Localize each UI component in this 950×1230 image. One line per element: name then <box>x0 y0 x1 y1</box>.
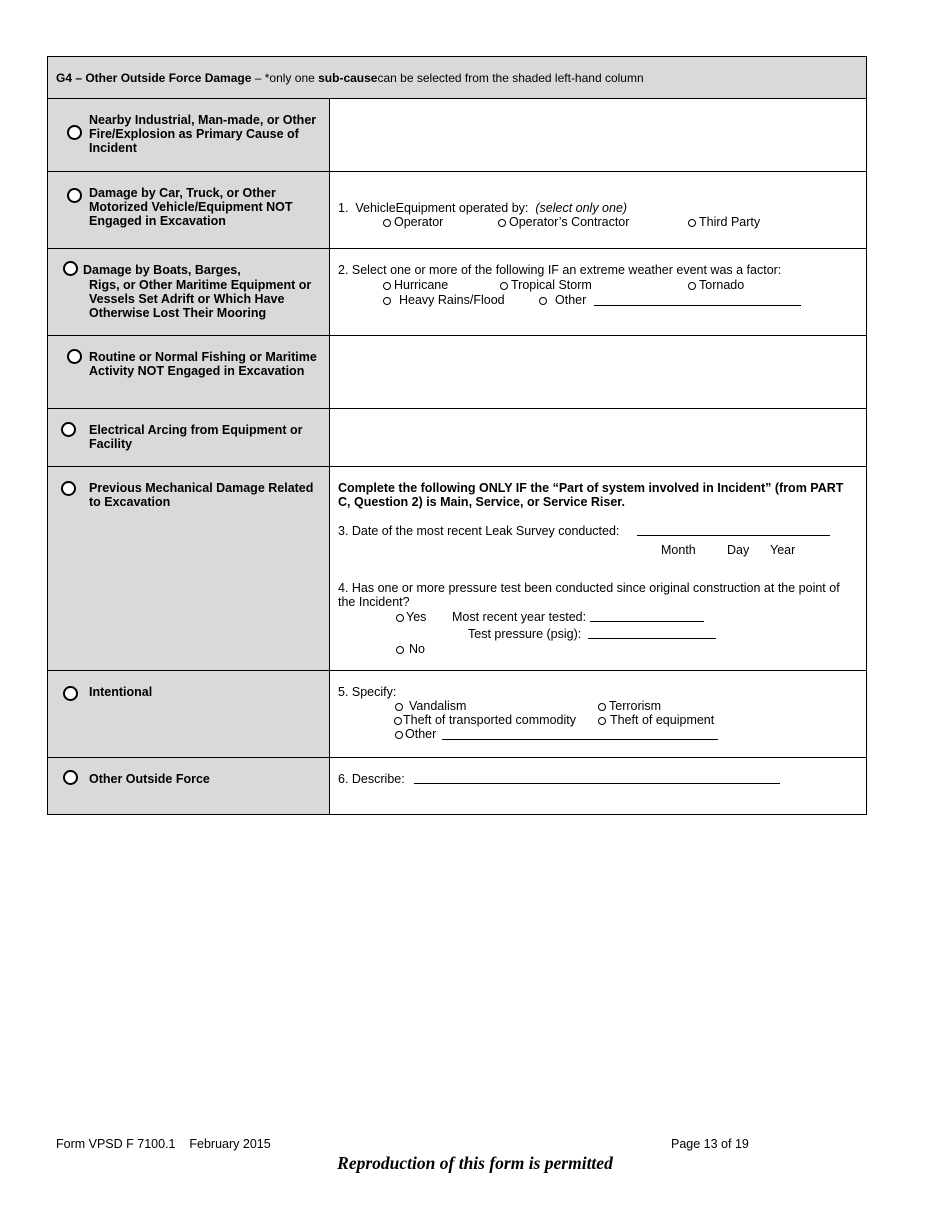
q5-option-vandalism[interactable] <box>395 699 466 713</box>
option-label: Yes <box>406 610 427 624</box>
q1-prompt <box>338 201 627 215</box>
option-label: Terrorism <box>609 699 662 713</box>
subcause-cell <box>48 671 330 757</box>
radio-icon <box>598 703 606 711</box>
subcause-label: Other Outside Force <box>89 772 210 786</box>
details-cell <box>330 99 866 171</box>
test-pressure-label: Test pressure (psig): <box>468 627 582 641</box>
q5-other-field[interactable] <box>442 728 718 740</box>
q2-other-field[interactable] <box>594 294 801 306</box>
radio-icon <box>500 282 508 290</box>
form-id: Form VPSD F 7100.1 February 2015 <box>56 1137 271 1151</box>
row-electrical-arcing <box>48 408 866 466</box>
radio-icon <box>383 282 391 290</box>
q1-option-operator[interactable] <box>383 215 443 229</box>
row-intentional <box>48 670 866 757</box>
details-cell <box>330 172 866 248</box>
subcause-label: Damage by Car, Truck, or Other Motorized Vehicle/Equipment NOT Engaged in Excavation <box>89 186 293 228</box>
radio-icon <box>539 297 547 305</box>
radio-icon <box>395 731 403 739</box>
q2-prompt: 2. Select one or more of the following IF an extreme weather event was a factor: <box>338 263 782 277</box>
section-title: G4 – Other Outside Force Damage <box>56 70 252 85</box>
header-note-bold: sub-cause <box>318 70 378 85</box>
radio-icon <box>394 717 402 725</box>
subcause-cell <box>48 467 330 670</box>
radio-icon <box>498 219 506 227</box>
q5-prompt: 5. Specify: <box>338 685 397 699</box>
option-label: Hurricane <box>394 278 449 292</box>
radio-icon <box>396 614 404 622</box>
date-year-label: Year <box>770 543 796 557</box>
q3-prompt: 3. Date of the most recent Leak Survey conducted: <box>338 524 620 538</box>
q4-prompt: 4. Has one or more pressure test been conducted since original construction at the point of the Incident? <box>338 581 840 609</box>
test-pressure-field[interactable] <box>588 627 716 639</box>
reproduction-note: Reproduction of this form is permitted <box>337 1153 613 1173</box>
subcause-radio-other-force[interactable] <box>63 770 78 785</box>
q2-option-hurricane[interactable] <box>383 278 448 292</box>
q1-option-third-party[interactable] <box>688 215 760 229</box>
subcause-cell <box>48 249 330 335</box>
radio-icon <box>396 646 404 654</box>
subcause-radio-mechanical[interactable] <box>61 481 76 496</box>
details-cell <box>330 758 866 814</box>
radio-icon <box>383 219 391 227</box>
subcause-radio-fire[interactable] <box>67 125 82 140</box>
row-boat-damage <box>48 248 866 335</box>
q2-option-tornado[interactable] <box>688 278 744 292</box>
row-vehicle-damage <box>48 171 866 248</box>
outside-force-table <box>47 56 867 815</box>
subcause-label-rest: Rigs, or Other Maritime Equipment or Vessels Set Adrift or Which Have Otherwise Lost Their Mooring <box>89 278 312 320</box>
row-fishing-activity <box>48 335 866 408</box>
subcause-radio-boats[interactable] <box>63 261 78 276</box>
row-mechanical-damage <box>48 466 866 670</box>
radio-icon <box>688 282 696 290</box>
option-label: Other <box>555 293 587 307</box>
subcause-cell <box>48 99 330 171</box>
subcause-label: Intentional <box>89 685 153 699</box>
date-month-label: Month <box>661 543 696 557</box>
q2-option-other[interactable] <box>539 293 586 307</box>
radio-icon <box>395 703 403 711</box>
subcause-radio-fishing[interactable] <box>67 349 82 364</box>
subcause-cell <box>48 758 330 814</box>
subcause-radio-arcing[interactable] <box>61 422 76 437</box>
q5-option-terrorism[interactable] <box>598 699 661 713</box>
q5-option-other[interactable] <box>395 727 436 741</box>
q6-describe-field[interactable] <box>414 772 780 784</box>
option-label: Operator <box>394 215 444 229</box>
option-label: Tornado <box>699 278 745 292</box>
option-label: Tropical Storm <box>511 278 592 292</box>
option-label: Theft of equipment <box>610 713 715 727</box>
row-other-outside-force <box>48 757 866 814</box>
q6-prompt: 6. Describe: <box>338 772 405 786</box>
details-cell <box>330 336 866 408</box>
leak-survey-date-field[interactable] <box>637 524 830 536</box>
subcause-label: Electrical Arcing from Equipment or Facility <box>89 423 303 451</box>
q2-option-tropical-storm[interactable] <box>500 278 592 292</box>
q4-option-no[interactable] <box>396 642 425 656</box>
option-label: Vandalism <box>409 699 467 713</box>
row-fire-explosion <box>48 98 866 171</box>
subcause-label: Previous Mechanical Damage Related to Excavation <box>89 481 314 509</box>
subcause-radio-intentional[interactable] <box>63 686 78 701</box>
subcause-cell <box>48 336 330 408</box>
q4-option-yes[interactable] <box>396 610 426 624</box>
q1-note: (select only one) <box>535 201 628 215</box>
option-label: No <box>409 642 425 656</box>
q5-option-theft-equipment[interactable] <box>598 713 714 727</box>
q1-text: 1. VehicleEquipment operated by: <box>338 201 536 215</box>
recent-year-field[interactable] <box>590 610 704 622</box>
radio-icon <box>598 717 606 725</box>
radio-icon <box>688 219 696 227</box>
details-cell <box>330 671 866 757</box>
subcause-radio-vehicle[interactable] <box>67 188 82 203</box>
q5-option-theft-commodity[interactable] <box>394 713 576 727</box>
header-note-post: can be selected from the shaded left-hand column <box>377 70 644 85</box>
subcause-label: Nearby Industrial, Man-made, or Other Fire/Explosion as Primary Cause of Incident <box>89 113 317 155</box>
option-label: Other <box>405 727 437 741</box>
radio-icon <box>383 297 391 305</box>
mech-instruction: Complete the following ONLY IF the “Part of system involved in Incident” (from PART C, Question 2) is Main, Service, or Service Riser. <box>338 481 844 509</box>
details-cell <box>330 249 866 335</box>
table-header <box>48 57 866 98</box>
q2-option-heavy-rains[interactable] <box>383 293 505 307</box>
details-cell <box>330 409 866 466</box>
subcause-cell <box>48 172 330 248</box>
recent-year-label: Most recent year tested: <box>452 610 587 624</box>
option-label: Operator’s Contractor <box>509 215 630 229</box>
option-label: Heavy Rains/Flood <box>399 293 505 307</box>
date-day-label: Day <box>727 543 750 557</box>
page-number: Page 13 of 19 <box>671 1137 749 1151</box>
subcause-label: Routine or Normal Fishing or Maritime Activity NOT Engaged in Excavation <box>89 350 317 378</box>
option-label: Theft of transported commodity <box>403 713 576 727</box>
option-label: Third Party <box>699 215 761 229</box>
details-cell <box>330 467 866 670</box>
subcause-cell <box>48 409 330 466</box>
header-note-pre: – *only one <box>251 70 319 85</box>
subcause-label-first: Damage by Boats, Barges, <box>83 263 241 277</box>
q1-option-contractor[interactable] <box>498 215 629 229</box>
